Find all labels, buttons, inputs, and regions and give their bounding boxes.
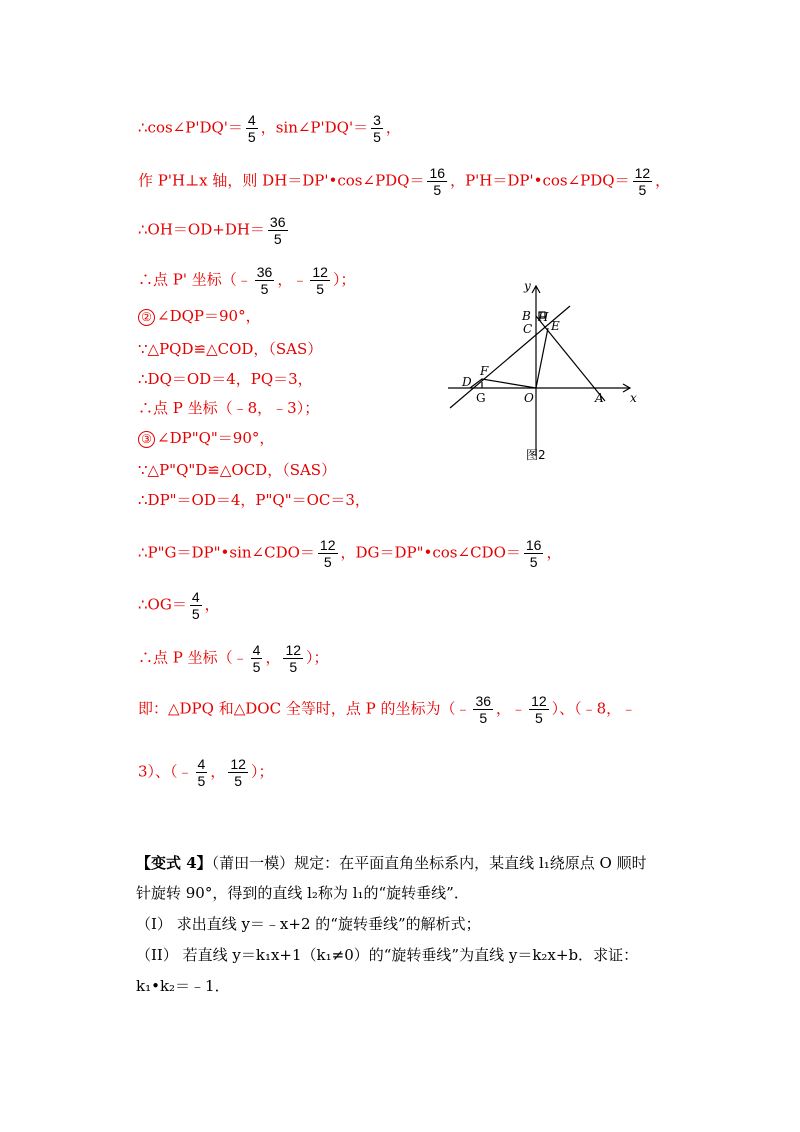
text: 针旋转 90°，得到的直线 l₂称为 l₁的“旋转垂线”． — [136, 884, 469, 902]
text: ∴DQ＝OD＝4，PQ＝3， — [138, 370, 313, 388]
fraction: $\frac{12}{5}$ — [230, 756, 246, 789]
fraction: $\frac{4}{5}$ — [252, 642, 261, 675]
label-a: A — [595, 391, 604, 405]
circled-number: ③ — [138, 431, 155, 448]
fraction: $\frac{12}{5}$ — [634, 165, 651, 198]
solution-line-6 — [138, 339, 322, 359]
solution-line-2 — [138, 165, 670, 198]
fraction: $\frac{4}{5}$ — [197, 756, 206, 789]
text: ∴P"G＝DP"•sin∠CDO＝ — [138, 543, 315, 562]
label-d: D — [462, 375, 472, 389]
solution-line-11 — [138, 490, 370, 510]
text: ∵△P"Q"D≌△OCD，（SAS） — [138, 461, 337, 479]
text: ， — [265, 648, 281, 667]
text: ，DG＝DP"•cos∠CDO＝ — [340, 543, 521, 562]
text: 即：△DPQ 和△DOC 全等时，点 P 的坐标为（﹣ — [138, 699, 471, 718]
fraction: $\frac{4}{5}$ — [247, 112, 256, 145]
text: ∴OG＝ — [138, 595, 187, 614]
solution-line-1 — [138, 112, 401, 145]
text: （II） 若直线 y＝k₁x+1（k₁≠0）的“旋转垂线”为直线 y＝k₂x+b．求证： — [136, 946, 639, 964]
text: ）、（﹣8，﹣ — [551, 699, 637, 718]
label-f: F — [480, 364, 489, 378]
solution-line-14 — [138, 642, 329, 675]
fraction: $\frac{36}{5}$ — [256, 264, 273, 297]
text: ，﹣ — [496, 699, 527, 718]
geometry-figure — [440, 276, 640, 466]
fraction: $\frac{3}{5}$ — [373, 112, 381, 145]
problem-line-2 — [136, 883, 469, 903]
fraction: $\frac{12}{5}$ — [312, 264, 328, 297]
label-x: x — [630, 391, 637, 405]
figure-caption: 图2 — [526, 448, 546, 462]
text: ∠DQP＝90°， — [157, 307, 261, 325]
text: ∴OH＝OD+DH＝ — [138, 220, 265, 239]
solution-line-4 — [138, 264, 355, 297]
label-e: E — [551, 319, 560, 333]
text: ∴点 P 坐标（﹣ — [138, 648, 248, 667]
text: （莆田一模）规定：在平面直角坐标系内，某直线 l₁绕原点 O 顺时 — [211, 854, 647, 872]
solution-line-15 — [138, 693, 636, 726]
fraction: $\frac{36}{5}$ — [269, 214, 286, 247]
triangle-dfo — [470, 379, 536, 388]
fraction: $\frac{16}{5}$ — [525, 537, 542, 570]
solution-line-5 — [138, 306, 261, 326]
problem-question-2 — [136, 945, 638, 965]
fraction: $\frac{4}{5}$ — [191, 589, 200, 622]
fraction: $\frac{12}{5}$ — [285, 642, 302, 675]
solution-line-13 — [138, 589, 220, 622]
text: ∴DP"＝OD＝4，P"Q"＝OC＝3， — [138, 491, 370, 509]
text: ， — [210, 762, 226, 781]
problem-question-2-cont — [136, 976, 230, 996]
text: 作 P'H⊥x 轴，则 DH＝DP'•cos∠PDQ＝ — [138, 171, 425, 190]
text: 3）、（﹣ — [138, 762, 193, 781]
fraction: $\frac{36}{5}$ — [475, 693, 492, 726]
text: ， — [204, 595, 220, 614]
segment-oe — [536, 328, 548, 388]
text: k₁•k₂＝﹣1． — [136, 977, 230, 995]
fraction: $\frac{12}{5}$ — [319, 537, 336, 570]
solution-line-10 — [138, 460, 336, 480]
solution-line-7 — [138, 369, 313, 389]
text: ，P'H＝DP'•cos∠PDQ＝ — [450, 171, 630, 190]
text: ， — [655, 171, 671, 190]
solution-line-3 — [138, 214, 291, 247]
fraction: $\frac{12}{5}$ — [531, 693, 547, 726]
label-h: H — [538, 310, 549, 324]
text: ， — [546, 543, 562, 562]
text: （I） 求出直线 y＝﹣x+2 的“旋转垂线”的解析式； — [136, 915, 481, 933]
fraction: $\frac{16}{5}$ — [429, 165, 446, 198]
problem-title — [136, 853, 647, 873]
text: ，sin∠P'DQ'＝ — [260, 118, 369, 137]
text: ，﹣ — [277, 270, 308, 289]
text: ， — [385, 118, 401, 137]
problem-number: 【变式 4】 — [136, 854, 212, 872]
text: ）； — [250, 762, 274, 781]
solution-line-12 — [138, 537, 561, 570]
text: ）； — [306, 648, 329, 667]
label-o: O — [524, 391, 534, 405]
text: ∴点 P 坐标（﹣8，﹣3）； — [138, 399, 320, 417]
label-g: G — [476, 391, 486, 405]
circled-number: ② — [138, 309, 155, 326]
text: ∴cos∠P'DQ'＝ — [138, 118, 243, 137]
problem-question-1 — [136, 914, 481, 934]
text: ）； — [332, 270, 356, 289]
text: ∴点 P' 坐标（﹣ — [138, 270, 252, 289]
text: ∵△PQD≌△COD，（SAS） — [138, 340, 323, 358]
solution-line-16 — [138, 756, 273, 789]
label-b: B — [522, 309, 531, 323]
text: ∠DP"Q"＝90°， — [157, 429, 275, 447]
label-c: C — [523, 322, 533, 336]
label-y: y — [524, 279, 531, 293]
solution-line-8 — [138, 398, 319, 418]
solution-line-9 — [138, 428, 274, 448]
